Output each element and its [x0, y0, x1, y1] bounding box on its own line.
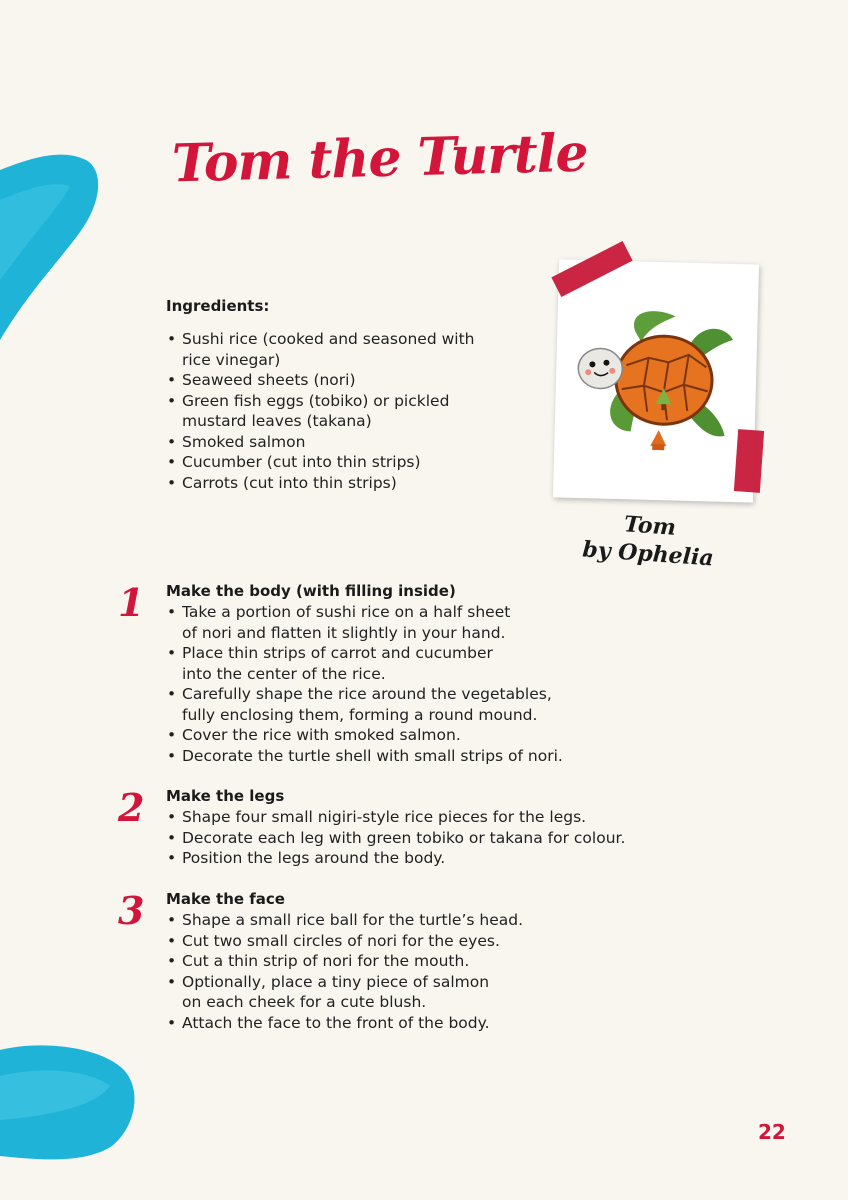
instruction-item: • Position the legs around the body. [166, 848, 694, 869]
step-heading: Make the body (with filling inside) [166, 582, 456, 600]
step-2 [114, 786, 694, 869]
step-instructions [166, 910, 694, 1033]
instruction-item: • Shape four small nigiri-style rice pieces for the legs. [166, 807, 694, 828]
page-number: 22 [758, 1120, 786, 1144]
ingredient-item: • Smoked salmon [166, 432, 556, 453]
instruction-item: • Decorate each leg with green tobiko or takana for colour. [166, 828, 694, 849]
step-number: 1 [118, 580, 145, 625]
instruction-item: • Attach the face to the front of the body. [166, 1013, 694, 1034]
blue-paint-stroke-bottom [0, 1036, 150, 1166]
instruction-item: • Optionally, place a tiny piece of salmon on each cheek for a cute blush. [166, 972, 694, 1013]
turtle-drawing [553, 259, 759, 502]
ingredients-heading: Ingredients: [166, 297, 270, 315]
instruction-item: • Carefully shape the rice around the vegetables, fully enclosing them, forming a round mound. [166, 684, 694, 725]
red-tape-right [734, 429, 764, 493]
step-1 [114, 581, 694, 766]
ingredients-list [166, 329, 556, 493]
ingredient-item: • Green fish eggs (tobiko) or pickled mustard leaves (takana) [166, 391, 556, 432]
step-instructions [166, 602, 694, 766]
caption-line-author: by Ophelia [581, 536, 715, 572]
instruction-item: • Decorate the turtle shell with small strips of nori. [166, 746, 694, 767]
page-title: Tom the Turtle [171, 122, 589, 195]
instruction-item: • Cover the rice with smoked salmon. [166, 725, 694, 746]
ingredient-item: • Seaweed sheets (nori) [166, 370, 556, 391]
blue-paint-stroke-top [0, 140, 110, 370]
step-number: 3 [118, 888, 145, 933]
ingredient-item: • Sushi rice (cooked and seasoned with rice vinegar) [166, 329, 556, 370]
instruction-item: • Cut two small circles of nori for the eyes. [166, 931, 694, 952]
ingredient-item: • Cucumber (cut into thin strips) [166, 452, 556, 473]
ingredients-section [166, 296, 556, 493]
instruction-item: • Take a portion of sushi rice on a half sheet of nori and flatten it slightly in your hand. [166, 602, 694, 643]
drawing-caption [572, 507, 726, 573]
ingredient-item: • Carrots (cut into thin strips) [166, 473, 556, 494]
step-instructions [166, 807, 694, 869]
caption-line-name: Tom [623, 511, 677, 541]
instruction-item: • Cut a thin strip of nori for the mouth. [166, 951, 694, 972]
step-heading: Make the legs [166, 787, 285, 805]
instruction-item: • Place thin strips of carrot and cucumber into the center of the rice. [166, 643, 694, 684]
step-heading: Make the face [166, 890, 285, 908]
step-3 [114, 889, 694, 1033]
turtle-drawing-photo [553, 259, 759, 502]
step-number: 2 [118, 785, 145, 830]
instruction-item: • Shape a small rice ball for the turtle’s head. [166, 910, 694, 931]
